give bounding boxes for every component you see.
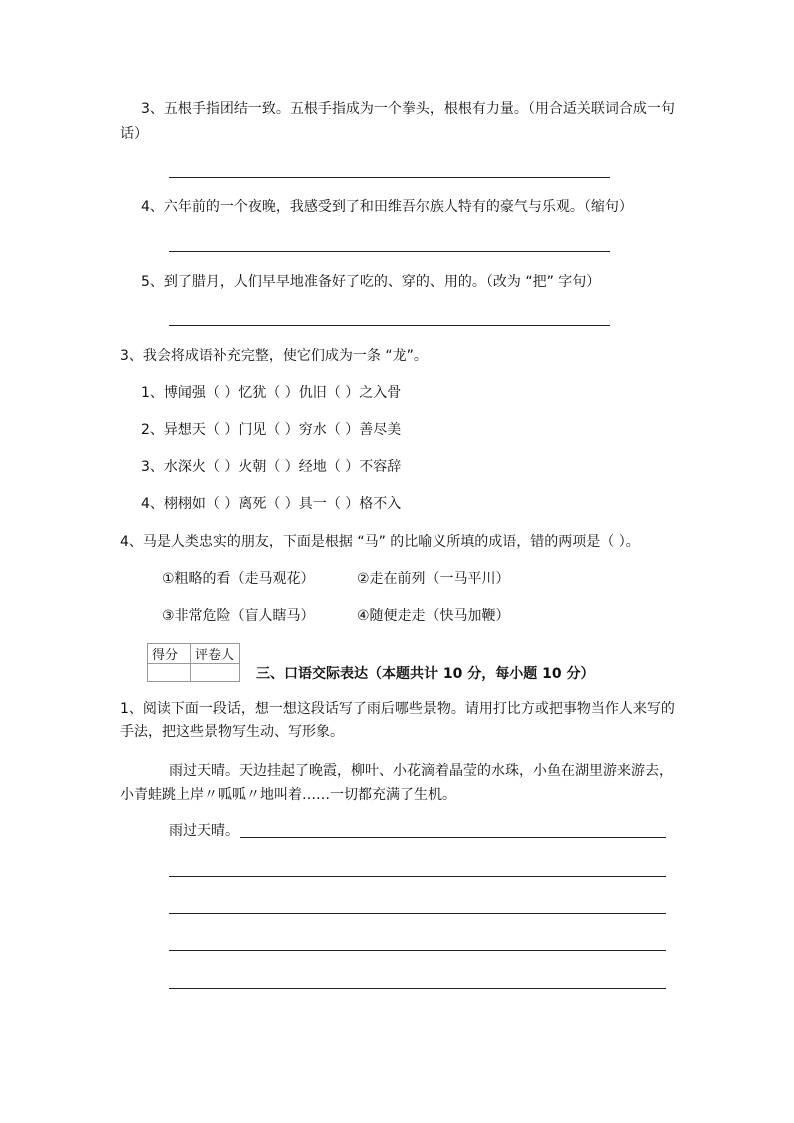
q3-combine-line1: 3、五根手指团结一致。五根手指成为一个拳头，根根有力量。（用合适关联词合成一句	[141, 101, 675, 117]
part3-title: 三、口语交际表达（本题共计 10 分，每小题 10 分）	[256, 666, 595, 682]
passage-line1: 雨过天晴。天边挂起了晚霞，柳叶、小花滴着晶莹的水珠，小鱼在湖里游来游去，	[169, 763, 673, 779]
idiom-row: 2、异想天（ ）门见（ ）穷水（ ）善尽美	[141, 422, 402, 438]
idiom-row: 3、水深火（ ）火朝（ ）经地（ ）不容辞	[141, 459, 402, 475]
q5-ba-text: 5、到了腊月，人们早早地准备好了吃的、穿的、用的。（改为 “把” 字句）	[141, 274, 601, 290]
answer-line-3[interactable]	[169, 913, 666, 914]
idiom-section-heading: 3、我会将成语补充完整，使它们成为一条 “龙”。	[120, 348, 428, 364]
horse-option-3: ③非常危险（盲人瞎马）	[162, 608, 315, 624]
passage-line2: 小青蛙跳上岸〃呱呱〃地叫着……一切都充满了生机。	[120, 787, 456, 803]
score-box	[147, 643, 240, 682]
idiom-row: 1、博闻强（ ）忆犹（ ）仇旧（ ）之入骨	[141, 385, 402, 401]
answer-line-1[interactable]	[240, 837, 666, 838]
q4-answer-line[interactable]	[169, 251, 610, 252]
score-label: 得分	[148, 644, 191, 664]
grader-label: 评卷人	[191, 644, 240, 664]
horse-question: 4、马是人类忠实的朋友，下面是根据 “马” 的比喻义所填的成语，错的两项是（ ）。	[120, 534, 640, 550]
horse-option-2: ②走在前列（一马平川）	[357, 571, 510, 587]
score-cell[interactable]	[148, 664, 191, 682]
answer-line-2[interactable]	[169, 876, 666, 877]
q4-shorten-text: 4、六年前的一个夜晚，我感受到了和田维吾尔族人特有的豪气与乐观。（缩句）	[141, 199, 633, 215]
answer-line-4[interactable]	[169, 950, 666, 951]
horse-option-4: ④随便走走（快马加鞭）	[357, 608, 510, 624]
q3-answer-line[interactable]	[169, 177, 610, 178]
horse-option-1: ①粗略的看（走马观花）	[162, 571, 315, 587]
part3-q1-line1: 1、阅读下面一段话，想一想这段话写了雨后哪些景物。请用打比方或把事物当作人来写的	[120, 701, 675, 717]
idiom-row: 4、栩栩如（ ）离死（ ）具一（ ）格不入	[141, 496, 402, 512]
q3-combine-line2: 话）	[120, 126, 148, 142]
answer-line-5[interactable]	[169, 988, 666, 989]
q5-answer-line[interactable]	[169, 325, 610, 326]
part3-q1-line2: 手法，把这些景物写生动、写形象。	[120, 724, 344, 740]
answer-start-text: 雨过天晴。	[169, 823, 239, 839]
grader-cell[interactable]	[191, 664, 240, 682]
